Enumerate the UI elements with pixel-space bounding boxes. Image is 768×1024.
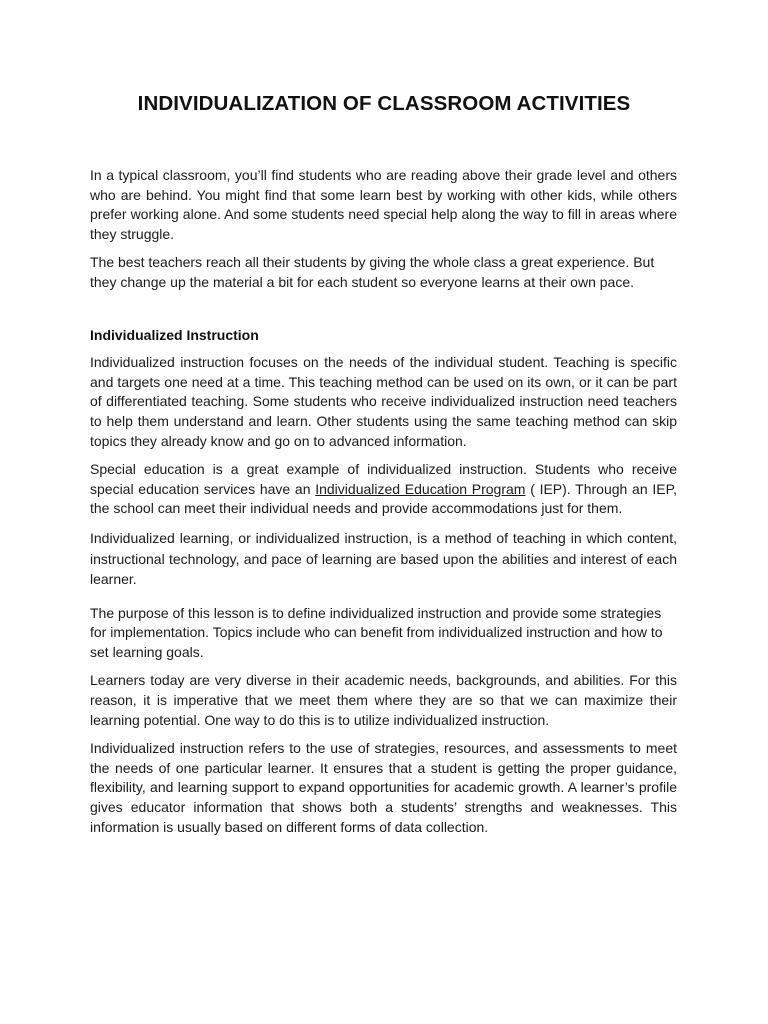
section-paragraph-6: Individualized instruction refers to the use of strategies, resources, and assessments to meet the needs of one particular learner. It ensures that a student is getting the proper guidance, flexibility, and learning support to expand opportunities for academic growth. A learner’s profile gives educator information that shows both a students’ strengths and weaknesses. This information is usually based on different forms of data collection. — [90, 740, 677, 835]
iep-link[interactable]: Individualized Education Program — [315, 480, 526, 497]
paragraph-text: Special education is a great example of individualized instruction. Students who receive special education services have an — [90, 461, 677, 497]
intro-paragraph-1: In a typical classroom, you’ll find students who are reading above their grade level and others who are behind. You might find that some learn best by working with other kids, while others prefer working alone. And some students need special help along the way to fill in areas where they struggle. — [90, 167, 677, 242]
section-paragraph-3: Individualized learning, or individualized instruction, is a method of teaching in which content, instructional technology, and pace of learning are based upon the abilities and interest of each learner. — [90, 529, 677, 588]
intro-paragraph-2: The best teachers reach all their students by giving the whole class a great experience. But they change up the material a bit for each student so everyone learns at their own pace. — [90, 254, 655, 290]
paragraph-text: ( IEP). Through an IEP, the school can meet their individual needs and provide accommodations just for them. — [90, 480, 677, 517]
document-body — [90, 166, 677, 837]
document-title: INDIVIDUALIZATION OF CLASSROOM ACTIVITIES — [137, 92, 631, 115]
section-paragraph-5: Learners today are very diverse in their academic needs, backgrounds, and abilities. For this reason, it is imperative that we meet them where they are so that we can maximize their learning potential. One way to do this is to utilize individualized instruction. — [90, 672, 677, 728]
section-heading: Individualized Instruction — [90, 326, 259, 343]
section-paragraph-1: Individualized instruction focuses on the needs of the individual student. Teaching is specific and targets one need at a time. This teaching method can be used on its own, or it can be part of differentiated teaching. Some students who receive individualized instruction need teachers to help them understand and learn. Other students using the same teaching method can skip topics they already know and go on to advanced information. — [90, 354, 677, 449]
section-paragraph-2 — [90, 460, 677, 519]
section-paragraph-4: The purpose of this lesson is to define individualized instruction and provide some strategies for implementation. Topics include who can benefit from individualized instruction and how to set learning goals. — [90, 604, 663, 660]
